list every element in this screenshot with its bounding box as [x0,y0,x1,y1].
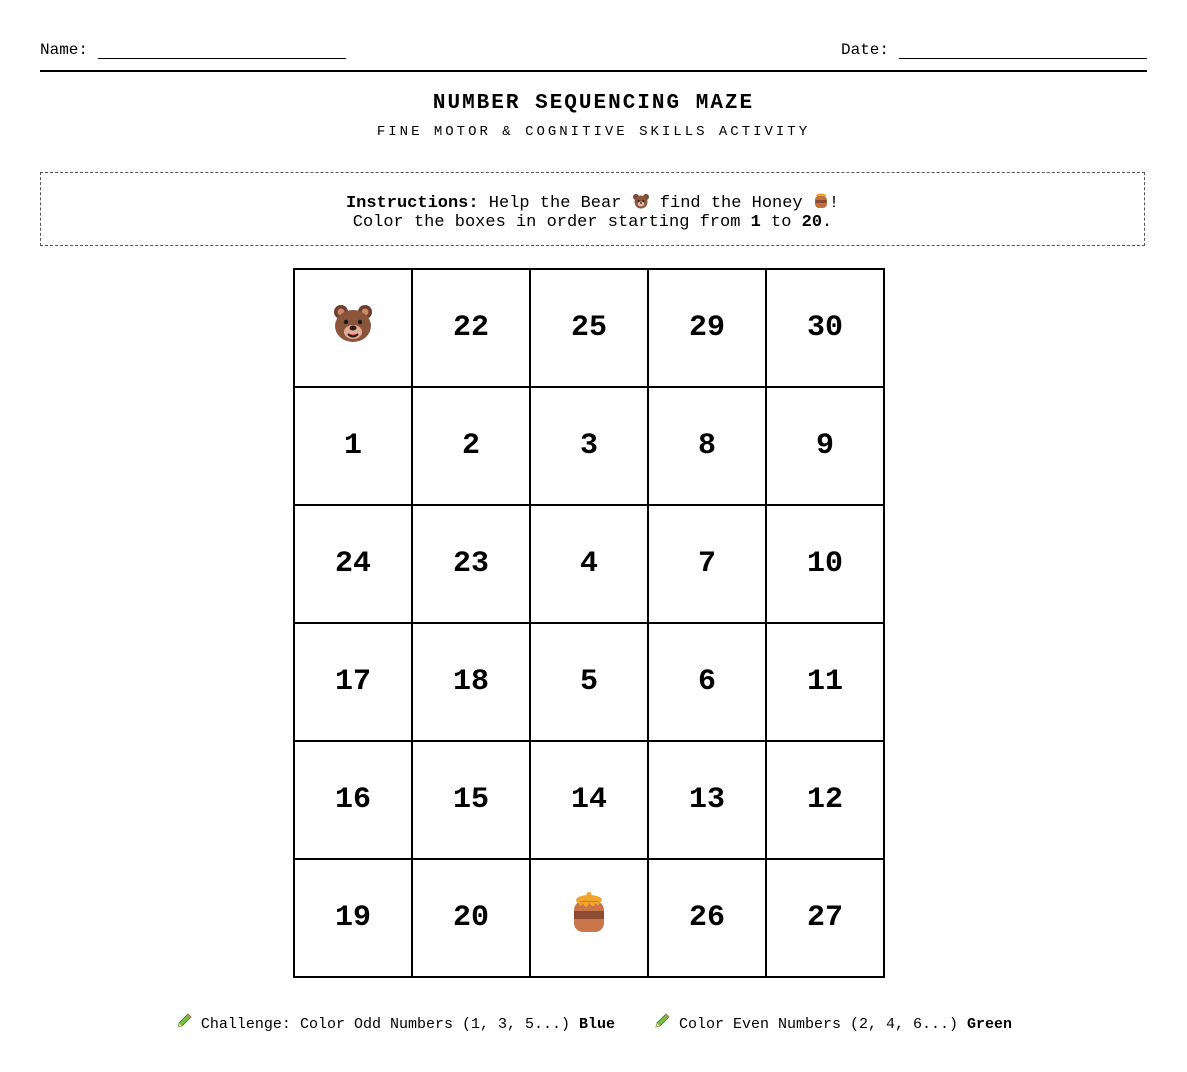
maze-row [294,859,884,977]
pencil-icon [653,1012,671,1035]
maze-cell[interactable]: 12 [766,741,884,859]
maze-cell[interactable]: 27 [766,859,884,977]
maze-cell[interactable]: 30 [766,269,884,387]
maze-cell[interactable]: 13 [648,741,766,859]
date-blank-line[interactable] [899,38,1147,59]
maze-cell[interactable]: 23 [412,505,530,623]
maze-cell-bear[interactable] [294,269,412,387]
even-challenge-text: Color Even Numbers (2, 4, 6...) [679,1016,968,1033]
maze-cell[interactable]: 17 [294,623,412,741]
odd-color: Blue [578,1016,615,1033]
name-label: Name: [40,41,89,59]
maze-cell[interactable]: 2 [412,387,530,505]
maze-grid [293,268,885,978]
instructions-text-a: Help the Bear [478,194,632,213]
instructions-text-c: ! [828,194,840,213]
maze-cell[interactable]: 16 [294,741,412,859]
instructions-text-e: to [760,213,802,232]
footer-challenge [0,1012,1187,1035]
maze-cell[interactable]: 24 [294,505,412,623]
date-label: Date: [840,41,889,59]
maze-cell[interactable]: 5 [530,623,648,741]
maze-cell[interactable]: 22 [412,269,530,387]
maze-row [294,387,884,505]
maze-cell[interactable]: 19 [294,859,412,977]
maze-row [294,505,884,623]
bear-icon [330,302,376,354]
page-subtitle: FINE MOTOR & COGNITIVE SKILLS ACTIVITY [376,124,811,140]
maze-cell[interactable]: 14 [530,741,648,859]
maze-row [294,269,884,387]
honey-pot-icon [569,891,609,945]
maze-row [294,623,884,741]
honey-pot-icon [813,193,829,211]
maze-cell[interactable]: 8 [648,387,766,505]
instructions-text-f: . [822,213,833,232]
maze-cell[interactable]: 18 [412,623,530,741]
maze-row [294,741,884,859]
header-row [40,38,1147,66]
maze-cell[interactable]: 25 [530,269,648,387]
instructions-text-d: Color the boxes in order starting from [352,213,751,232]
maze-cell[interactable]: 4 [530,505,648,623]
start-number: 1 [750,213,761,232]
end-number: 20 [801,213,823,232]
maze-cell[interactable]: 6 [648,623,766,741]
maze-cell[interactable]: 7 [648,505,766,623]
even-color: Green [967,1016,1013,1033]
maze-cell[interactable]: 29 [648,269,766,387]
pencil-icon [175,1012,193,1035]
maze-cell[interactable]: 15 [412,741,530,859]
maze-cell[interactable]: 10 [766,505,884,623]
maze-cell[interactable]: 26 [648,859,766,977]
instructions-line-1 [41,192,1144,213]
maze-cell[interactable]: 3 [530,387,648,505]
maze-cell[interactable]: 1 [294,387,412,505]
maze-cell[interactable]: 11 [766,623,884,741]
name-field [40,38,346,59]
date-field [841,38,1147,59]
page-title: NUMBER SEQUENCING MAZE [432,92,755,115]
name-blank-line[interactable] [98,38,346,59]
maze-cell-honey-pot[interactable] [530,859,648,977]
header-divider [40,70,1147,72]
maze-cell[interactable]: 9 [766,387,884,505]
instructions-text-b: find the Honey [649,194,813,213]
bear-icon [632,193,650,211]
instructions-line-2 [41,213,1144,232]
instructions-label: Instructions: [345,194,479,213]
maze-cell[interactable]: 20 [412,859,530,977]
instructions-box [40,172,1145,246]
odd-challenge-text: Challenge: Color Odd Numbers (1, 3, 5...) [200,1016,579,1033]
